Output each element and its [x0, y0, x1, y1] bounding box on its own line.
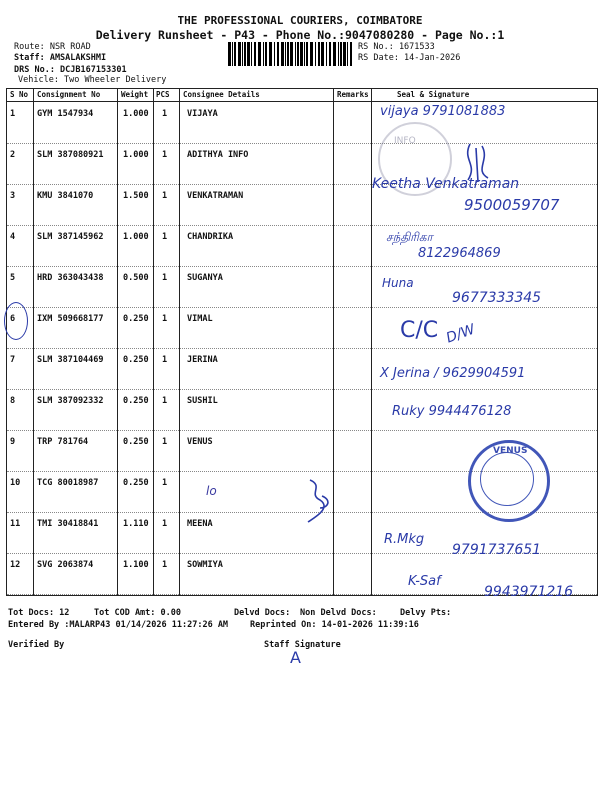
- barcode-bar: [315, 42, 316, 66]
- barcode-bar: [318, 42, 320, 66]
- row-weight: 0.250: [123, 355, 149, 365]
- barcode-bar: [269, 42, 272, 66]
- row-consignee: SUGANYA: [187, 273, 223, 283]
- row-pcs: 1: [162, 437, 168, 447]
- runsheet-subtitle: Delivery Runsheet - P43 - Phone No.:9047080280 - Page No.:1: [95, 28, 505, 42]
- rs-date: RS Date: 14-Jan-2026: [358, 53, 461, 63]
- row-sno: 3: [10, 191, 16, 201]
- barcode-bar: [242, 42, 243, 66]
- staff: Staff: AMSALAKSHMI: [14, 53, 107, 63]
- row-pcs: 1: [162, 150, 168, 160]
- col-signature: Seal & Signature: [397, 90, 470, 99]
- row-sno: 5: [10, 273, 16, 283]
- col-sno: S No: [10, 90, 29, 99]
- row-consignment: TMI 30418841: [37, 519, 99, 529]
- barcode-bar: [274, 42, 275, 66]
- barcode-bar: [304, 42, 305, 66]
- barcode-bar: [285, 42, 286, 66]
- barcode-bar: [338, 42, 339, 66]
- row-pcs: 1: [162, 232, 168, 242]
- signature-row-6-dw: D/W: [444, 321, 478, 347]
- company-title: THE PROFESSIONAL COURIERS, COIMBATORE: [177, 14, 423, 27]
- signature-row-4-name: சந்திரிகா: [386, 230, 433, 244]
- row-sno: 6: [10, 314, 16, 324]
- barcode-bar: [263, 42, 264, 66]
- reprinted-on: Reprinted On: 14-01-2026 11:39:16: [250, 620, 419, 630]
- barcode-bar: [295, 42, 296, 66]
- signature-row-8: Ruky 9944476128: [392, 404, 512, 419]
- barcode-bar: [343, 42, 346, 66]
- row-consignee: JERINA: [187, 355, 218, 365]
- barcode-bar: [265, 42, 267, 66]
- col-weight: Weight: [121, 90, 149, 99]
- col-consignment: Consignment No: [37, 90, 101, 99]
- signature-row-10: [302, 478, 342, 524]
- verified-by: Verified By: [8, 640, 65, 650]
- drs-number: DRS No.: DCJB167153301: [14, 65, 127, 75]
- table-header: [7, 89, 597, 102]
- barcode-bar: [340, 42, 342, 66]
- row-consignee: VENUS: [187, 437, 213, 447]
- barcode-bar: [326, 42, 327, 66]
- barcode-bar: [247, 42, 250, 66]
- signature-row-11-name: R.Mkg: [384, 532, 425, 547]
- row-weight: 0.500: [123, 273, 149, 283]
- row-pcs: 1: [162, 519, 168, 529]
- row-weight: 1.000: [123, 232, 149, 242]
- route: Route: NSR ROAD: [14, 42, 91, 52]
- row-sno: 8: [10, 396, 16, 406]
- barcode-bar: [321, 42, 324, 66]
- row-consignment: HRD 363043438: [37, 273, 104, 283]
- barcode-bar: [228, 42, 231, 66]
- delvd-docs: Delvd Docs:: [234, 608, 291, 618]
- barcode-bar: [350, 42, 352, 66]
- table-row: [7, 225, 597, 267]
- delvy-pts: Delvy Pts:: [400, 608, 452, 618]
- table-row: [7, 307, 597, 349]
- row-pcs: 1: [162, 560, 168, 570]
- signature-row-5-phone: 9677333345: [452, 290, 542, 306]
- row-consignee: VIJAYA: [187, 109, 218, 119]
- row-weight: 1.000: [123, 109, 149, 119]
- barcode-bar: [244, 42, 246, 66]
- row-sno: 2: [10, 150, 16, 160]
- row-weight: 1.000: [123, 150, 149, 160]
- barcode-bar: [290, 42, 293, 66]
- rs-number: RS No.: 1671533: [358, 42, 435, 52]
- barcode-bar: [297, 42, 299, 66]
- row-consignee: SUSHIL: [187, 396, 218, 406]
- row-6-circle-mark: [4, 302, 28, 340]
- signature-row-1: vijaya 9791081883: [380, 104, 506, 119]
- row-sno: 12: [10, 560, 21, 570]
- signature-row-6-cc: C/C: [400, 318, 439, 343]
- signature-row-4-phone: 8122964869: [418, 246, 501, 261]
- signature-row-7: X Jerina / 9629904591: [380, 366, 526, 381]
- row-consignee: VIMAL: [187, 314, 213, 324]
- row-consignment: KMU 3841070: [37, 191, 94, 201]
- signature-row-3-phone: 9500059707: [464, 196, 560, 214]
- row-weight: 1.100: [123, 560, 149, 570]
- row-consignment: TCG 80018987: [37, 478, 99, 488]
- row-weight: 0.250: [123, 314, 149, 324]
- row-sno: 9: [10, 437, 16, 447]
- row-consignment: SLM 387104469: [37, 355, 104, 365]
- row-weight: 0.250: [123, 396, 149, 406]
- barcode-bar: [329, 42, 331, 66]
- barcode-bar: [281, 42, 284, 66]
- barcode-bar: [300, 42, 303, 66]
- signature-row-5-name: Huna: [382, 276, 414, 290]
- signature-row-12-phone: 9943971216: [484, 584, 574, 600]
- stamp-venus: VENUS: [468, 440, 550, 522]
- row-consignment: SLM 387080921: [37, 150, 104, 160]
- row-consignment: IXM 509668177: [37, 314, 104, 324]
- entered-by: Entered By :MALARP43 01/14/2026 11:27:26 AM: [8, 620, 229, 630]
- row-weight: 1.500: [123, 191, 149, 201]
- col-consignee: Consignee Details: [183, 90, 260, 99]
- row-sno: 10: [10, 478, 21, 488]
- row-pcs: 1: [162, 478, 168, 488]
- non-delvd-docs: Non Delvd Docs:: [300, 608, 377, 618]
- table-row: [7, 102, 597, 144]
- col-pcs: PCS: [156, 90, 170, 99]
- barcode-bar: [254, 42, 256, 66]
- tot-cod: Tot COD Amt: 0.00: [94, 608, 181, 618]
- row-weight: 1.110: [123, 519, 149, 529]
- row-consignee: VENKATRAMAN: [187, 191, 244, 201]
- barcode-bar: [251, 42, 252, 66]
- row-weight: 0.250: [123, 478, 149, 488]
- barcode-bar: [232, 42, 233, 66]
- row-pcs: 1: [162, 109, 168, 119]
- signature-row-12-name: K-Saf: [408, 574, 441, 589]
- row-consignment: TRP 781764: [37, 437, 89, 447]
- row-consignment: GYM 1547934: [37, 109, 94, 119]
- row-sno: 1: [10, 109, 16, 119]
- signature-row-11-phone: 9791737651: [452, 542, 542, 558]
- row-pcs: 1: [162, 191, 168, 201]
- barcode-bar: [277, 42, 279, 66]
- tot-docs: Tot Docs: 12: [8, 608, 70, 618]
- col-remarks: Remarks: [337, 90, 369, 99]
- row-sno: 4: [10, 232, 16, 242]
- row-consignment: SLM 387092332: [37, 396, 104, 406]
- row-pcs: 1: [162, 355, 168, 365]
- vehicle: Vehicle: Two Wheeler Delivery: [18, 75, 167, 85]
- signature-row-3-name: Keetha Venkatraman: [372, 176, 520, 192]
- row-consignee: SOWMIYA: [187, 560, 223, 570]
- barcode-bar: [287, 42, 289, 66]
- barcode-bar: [310, 42, 313, 66]
- row-pcs: 1: [162, 314, 168, 324]
- row-pcs: 1: [162, 273, 168, 283]
- barcode-bar: [306, 42, 308, 66]
- row-pcs: 1: [162, 396, 168, 406]
- row-consignee: MEENA: [187, 519, 213, 529]
- row-sno: 7: [10, 355, 16, 365]
- barcode-bar: [333, 42, 336, 66]
- row-consignee: CHANDRIKA: [187, 232, 234, 242]
- barcode-bar: [234, 42, 236, 66]
- barcode-bar: [258, 42, 261, 66]
- barcode-bar: [347, 42, 348, 66]
- barcode-bar: [238, 42, 241, 66]
- row-sno: 11: [10, 519, 21, 529]
- barcode: [228, 42, 354, 66]
- row-consignment: SLM 387145962: [37, 232, 104, 242]
- row-consignee: ADITHYA INFO: [187, 150, 249, 160]
- staff-signature-mark: A: [290, 648, 301, 667]
- staff-signature-label: Staff Signature: [264, 640, 341, 650]
- row-weight: 0.250: [123, 437, 149, 447]
- row-consignment: SVG 2063874: [37, 560, 94, 570]
- stamp-adithya: INFO: [378, 122, 452, 196]
- mark-row-10: lo: [206, 484, 217, 498]
